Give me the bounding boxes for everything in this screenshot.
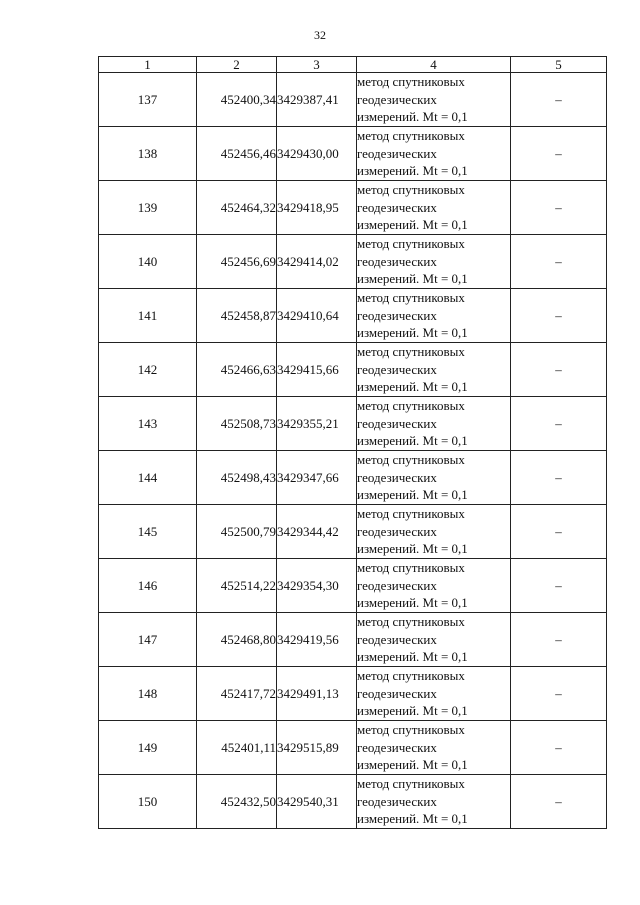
- coordinate-x: 452456,69: [197, 235, 277, 289]
- point-number: 137: [99, 73, 197, 127]
- note-dash: –: [511, 73, 607, 127]
- method-line: измерений. Mt = 0,1: [357, 811, 468, 826]
- method-description: [357, 505, 511, 559]
- method-line: геодезических: [357, 199, 437, 215]
- method-description: [357, 667, 511, 721]
- method-line: геодезических: [357, 739, 437, 755]
- coordinate-y: 3429419,56: [277, 613, 357, 667]
- method-line: измерений. Mt = 0,1: [357, 487, 468, 502]
- point-number: 149: [99, 721, 197, 775]
- coordinate-y: 3429354,30: [277, 559, 357, 613]
- coordinate-y: 3429410,64: [277, 289, 357, 343]
- method-description: [357, 613, 511, 667]
- method-line: измерений. Mt = 0,1: [357, 595, 468, 610]
- method-line: метод спутниковых: [357, 182, 465, 197]
- method-line: метод спутниковых: [357, 722, 465, 737]
- table-header-row: [99, 57, 607, 73]
- method-line: метод спутниковых: [357, 128, 465, 143]
- method-description: [357, 73, 511, 127]
- coordinate-x: 452400,34: [197, 73, 277, 127]
- point-number: 150: [99, 775, 197, 829]
- method-description: [357, 343, 511, 397]
- column-header: 1: [99, 57, 197, 73]
- table-row: [99, 73, 607, 127]
- method-line: измерений. Mt = 0,1: [357, 217, 468, 232]
- method-description: [357, 775, 511, 829]
- point-number: 146: [99, 559, 197, 613]
- table-row: [99, 613, 607, 667]
- method-line: метод спутниковых: [357, 452, 465, 467]
- method-line: измерений. Mt = 0,1: [357, 703, 468, 718]
- point-number: 147: [99, 613, 197, 667]
- method-line: метод спутниковых: [357, 398, 465, 413]
- coordinate-x: 452466,63: [197, 343, 277, 397]
- table-row: [99, 667, 607, 721]
- note-dash: –: [511, 397, 607, 451]
- table-row: [99, 451, 607, 505]
- point-number: 141: [99, 289, 197, 343]
- method-description: [357, 235, 511, 289]
- method-line: геодезических: [357, 91, 437, 107]
- method-description: [357, 721, 511, 775]
- note-dash: –: [511, 235, 607, 289]
- method-line: метод спутниковых: [357, 506, 465, 521]
- coordinate-y: 3429418,95: [277, 181, 357, 235]
- coordinate-x: 452464,32: [197, 181, 277, 235]
- point-number: 144: [99, 451, 197, 505]
- table-row: [99, 775, 607, 829]
- note-dash: –: [511, 127, 607, 181]
- coordinate-x: 452500,79: [197, 505, 277, 559]
- note-dash: –: [511, 181, 607, 235]
- column-header: 3: [277, 57, 357, 73]
- point-number: 139: [99, 181, 197, 235]
- method-line: метод спутниковых: [357, 560, 465, 575]
- note-dash: –: [511, 289, 607, 343]
- method-line: геодезических: [357, 523, 437, 539]
- page-number: 32: [314, 28, 326, 42]
- method-line: метод спутниковых: [357, 344, 465, 359]
- note-dash: –: [511, 505, 607, 559]
- coordinate-y: 3429415,66: [277, 343, 357, 397]
- coordinate-y: 3429540,31: [277, 775, 357, 829]
- coordinate-y: 3429491,13: [277, 667, 357, 721]
- method-line: геодезических: [357, 793, 437, 809]
- coordinate-y: 3429347,66: [277, 451, 357, 505]
- method-line: метод спутниковых: [357, 614, 465, 629]
- method-line: метод спутниковых: [357, 74, 465, 89]
- coordinate-x: 452417,72: [197, 667, 277, 721]
- table-row: [99, 181, 607, 235]
- table-row: [99, 397, 607, 451]
- coordinate-y: 3429344,42: [277, 505, 357, 559]
- coordinates-table: [98, 56, 607, 829]
- point-number: 145: [99, 505, 197, 559]
- method-line: измерений. Mt = 0,1: [357, 649, 468, 664]
- coordinate-x: 452498,43: [197, 451, 277, 505]
- method-description: [357, 181, 511, 235]
- note-dash: –: [511, 667, 607, 721]
- coordinate-y: 3429387,41: [277, 73, 357, 127]
- coordinate-x: 452458,87: [197, 289, 277, 343]
- method-line: измерений. Mt = 0,1: [357, 325, 468, 340]
- note-dash: –: [511, 721, 607, 775]
- method-description: [357, 127, 511, 181]
- column-header: 4: [357, 57, 511, 73]
- method-line: метод спутниковых: [357, 290, 465, 305]
- table-row: [99, 721, 607, 775]
- method-line: измерений. Mt = 0,1: [357, 433, 468, 448]
- table-row: [99, 127, 607, 181]
- method-line: измерений. Mt = 0,1: [357, 541, 468, 556]
- table-row: [99, 235, 607, 289]
- table-row: [99, 505, 607, 559]
- point-number: 140: [99, 235, 197, 289]
- coordinate-x: 452456,46: [197, 127, 277, 181]
- point-number: 138: [99, 127, 197, 181]
- point-number: 148: [99, 667, 197, 721]
- table-row: [99, 559, 607, 613]
- method-line: измерений. Mt = 0,1: [357, 109, 468, 124]
- table-row: [99, 343, 607, 397]
- method-line: геодезических: [357, 307, 437, 323]
- coordinate-y: 3429430,00: [277, 127, 357, 181]
- method-line: метод спутниковых: [357, 236, 465, 251]
- coordinate-x: 452514,22: [197, 559, 277, 613]
- coordinate-y: 3429355,21: [277, 397, 357, 451]
- method-line: геодезических: [357, 685, 437, 701]
- point-number: 142: [99, 343, 197, 397]
- method-description: [357, 289, 511, 343]
- coordinate-x: 452508,73: [197, 397, 277, 451]
- coordinate-x: 452432,50: [197, 775, 277, 829]
- method-description: [357, 559, 511, 613]
- coordinate-y: 3429414,02: [277, 235, 357, 289]
- method-line: геодезических: [357, 361, 437, 377]
- point-number: 143: [99, 397, 197, 451]
- method-line: измерений. Mt = 0,1: [357, 271, 468, 286]
- method-description: [357, 397, 511, 451]
- note-dash: –: [511, 559, 607, 613]
- note-dash: –: [511, 613, 607, 667]
- column-header: 5: [511, 57, 607, 73]
- method-line: измерений. Mt = 0,1: [357, 757, 468, 772]
- method-line: метод спутниковых: [357, 668, 465, 683]
- method-line: геодезических: [357, 253, 437, 269]
- note-dash: –: [511, 775, 607, 829]
- coordinate-x: 452468,80: [197, 613, 277, 667]
- method-line: измерений. Mt = 0,1: [357, 163, 468, 178]
- table-row: [99, 289, 607, 343]
- method-line: геодезических: [357, 469, 437, 485]
- method-description: [357, 451, 511, 505]
- coordinate-y: 3429515,89: [277, 721, 357, 775]
- method-line: геодезических: [357, 631, 437, 647]
- method-line: геодезических: [357, 145, 437, 161]
- method-line: геодезических: [357, 415, 437, 431]
- note-dash: –: [511, 451, 607, 505]
- method-line: метод спутниковых: [357, 776, 465, 791]
- note-dash: –: [511, 343, 607, 397]
- method-line: геодезических: [357, 577, 437, 593]
- method-line: измерений. Mt = 0,1: [357, 379, 468, 394]
- coordinate-x: 452401,11: [197, 721, 277, 775]
- column-header: 2: [197, 57, 277, 73]
